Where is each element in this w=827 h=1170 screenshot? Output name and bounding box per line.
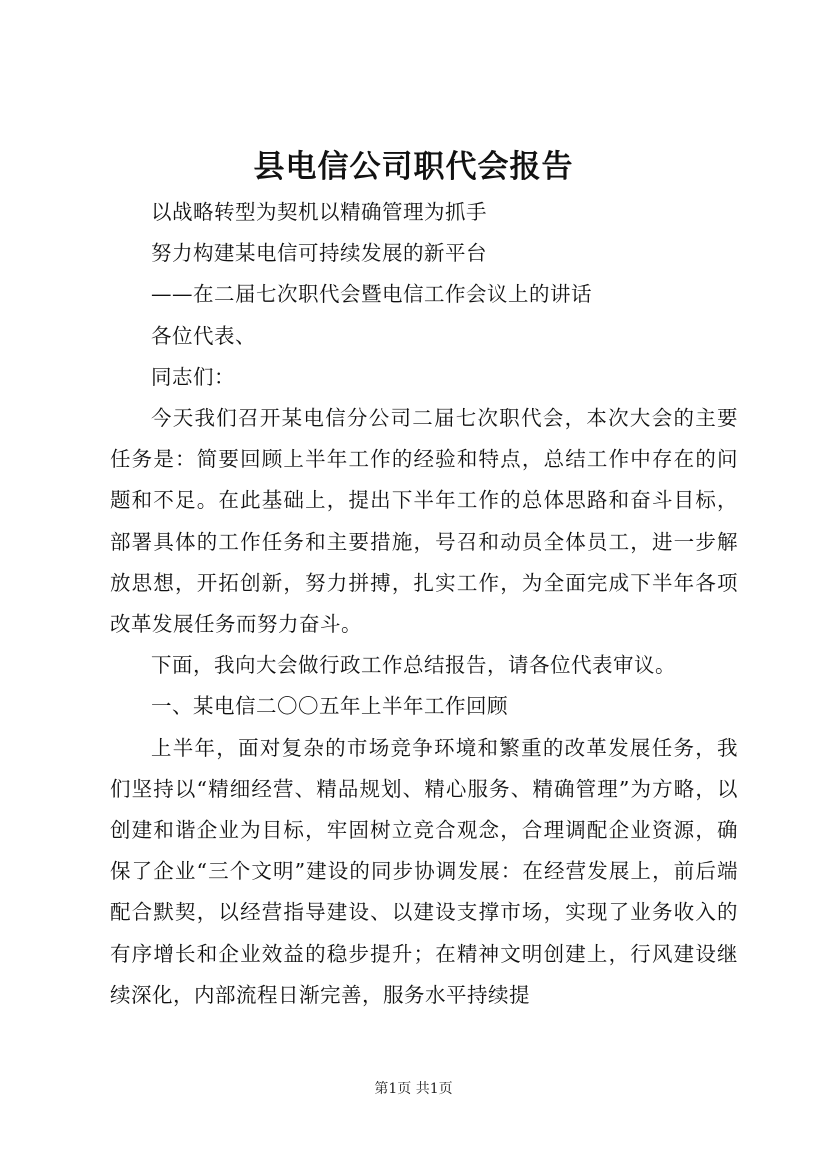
subtitle-line-3: ——在二届七次职代会暨电信工作会议上的讲话	[151, 282, 592, 307]
greeting-line-1: 各位代表、	[151, 323, 256, 348]
greeting-line-2: 同志们：	[151, 364, 235, 389]
paragraph-review: 上半年，面对复杂的市场竞争环境和繁重的改革发展任务，我们坚持以“精细经营、精品规划、精心服务、精确管理”为方略，以创建和谐企业为目标，牢固树立竞合观念，合理调配企业资源，确保了企业“三个文明”建设的同步协调发展：在经营发展上，前后端配合默契，以经营指导建设、以建设支撑市场，实现了业务收入的有序增长和企业效益的稳步提升；在精神文明创建上，行风建设继续深化，内部流程日渐完善，服务水平持续提	[110, 735, 738, 1007]
section-heading-1: 一、某电信二〇〇五年上半年工作回顾	[151, 694, 508, 719]
document-body	[110, 192, 738, 1016]
document-title: 县电信公司职代会报告	[253, 149, 574, 185]
paragraph-intro: 今天我们召开某电信分公司二届七次职代会，本次大会的主要任务是：简要回顾上半年工作的经验和特点，总结工作中存在的问题和不足。在此基础上，提出下半年工作的总体思路和奋斗目标，部署具体的工作任务和主要措施，号召和动员全体员工，进一步解放思想，开拓创新，努力拼搏，扎实工作，为全面完成下半年各项改革发展任务而努力奋斗。	[110, 406, 738, 637]
paragraph-report-note: 下面，我向大会做行政工作总结报告，请各位代表审议。	[151, 653, 676, 678]
subtitle-line-2: 努力构建某电信可持续发展的新平台	[151, 241, 487, 266]
page-footer: 第1页 共1页	[374, 1081, 453, 1097]
subtitle-line-1: 以战略转型为契机以精确管理为抓手	[151, 200, 487, 224]
